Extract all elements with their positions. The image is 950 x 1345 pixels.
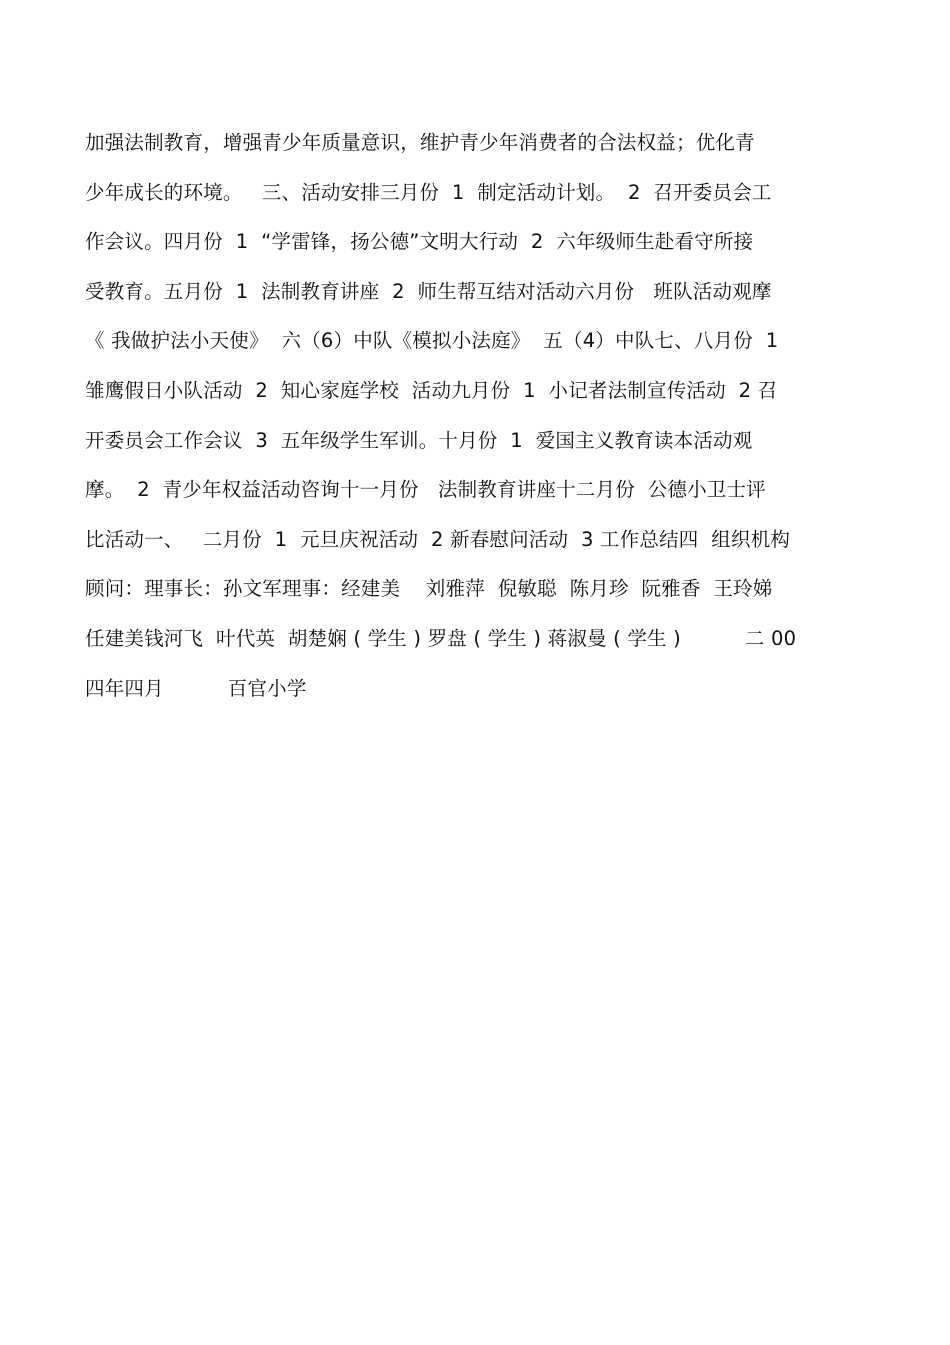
text-line: 任建美钱河飞 叶代英 胡楚娴 ( 学生 ) 罗盘 ( 学生 ) 蒋淑曼 ( 学生 ) 二 00 [85, 626, 797, 650]
text-line: 开委员会工作会议 3 五年级学生军训。十月份 1 爱国主义教育读本活动观 [85, 428, 753, 452]
text-line: 加强法制教育，增强青少年质量意识，维护青少年消费者的合法权益；优化青 [85, 131, 755, 154]
text-line: 少年成长的环境。 三、活动安排三月份 1 制定活动计划。 2 召开委员会工 [85, 180, 772, 204]
text-line: 《 我做护法小天使》 六（6）中队《模拟小法庭》 五（4）中队七、八月份 1 [85, 329, 779, 353]
text-line: 顾问：理事长：孙文军理事：经建美 刘雅萍 倪敏聪 陈月珍 阮雅香 王玲娣 [85, 577, 773, 601]
text-line: 作会议。四月份 1 “学雷锋，扬公德”文明大行动 2 六年级师生赴看守所接 [85, 230, 754, 254]
text-line: 雏鹰假日小队活动 2 知心家庭学校 活动九月份 1 小记者法制宣传活动 2 召 [85, 378, 778, 402]
text-line: 比活动一、 二月份 1 元旦庆祝活动 2 新春慰问活动 3 工作总结四 组织机构 [85, 527, 791, 551]
document-body [85, 118, 875, 713]
text-line: 受教育。五月份 1 法制教育讲座 2 师生帮互结对活动六月份 班队活动观摩 [85, 279, 772, 303]
text-line: 四年四月 百官小学 [85, 676, 307, 700]
text-line: 摩。 2 青少年权益活动咨询十一月份 法制教育讲座十二月份 公德小卫士评 [85, 478, 766, 502]
